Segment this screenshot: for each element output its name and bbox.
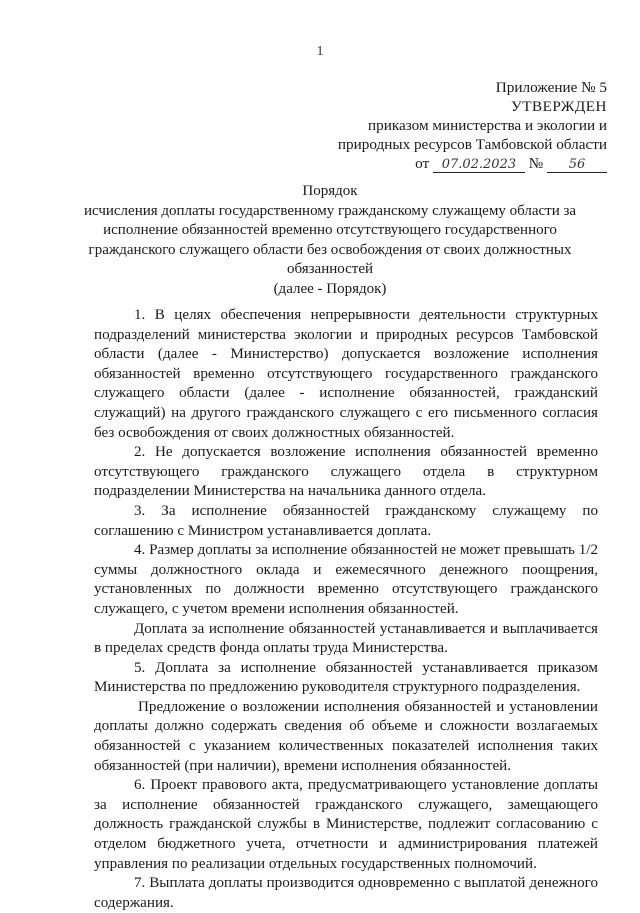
title-line-4: обязанностей (286, 261, 374, 277)
order-line-1: приказом министерства и экологии и (368, 117, 607, 134)
document-body (94, 306, 598, 913)
number-prefix: № (528, 155, 544, 172)
date-number-line (307, 154, 607, 173)
paragraph-4-continued: Доплата за исполнение обязанностей устанавливается и выплачивается в пределах средств фонда оплаты труда Министерства. (94, 620, 598, 657)
page-number: 1 (316, 44, 324, 59)
appendix-label: Приложение № 5 (495, 79, 607, 96)
paragraph-5: 5. Доплата за исполнение обязанностей устанавливается приказом Министерства по предложению руководителя структурного подразделения. (94, 659, 598, 696)
paragraph-7: 7. Выплата доплаты производится одновременно с выплатой денежного содержания. (94, 875, 598, 911)
paragraph-5-continued: Предложение о возложении исполнения обязанностей и установлении доплаты должно содержать сведения об объеме и сложности возлагаемых обязанностей с указанием количественных показателей исполнения таких обязанностей (при наличии), времени исполнения обязанностей. (94, 698, 598, 774)
paragraph-6: 6. Проект правового акта, предусматривающего установление доплаты за исполнение обязанностей гражданского служащего, замещающего должность гражданской службы в Министерстве, подлежит согласованию с отделом бюджетного учета, отчетности и администрирования платежей управления по реализации отдельных государственных полномочий. (94, 777, 598, 872)
title-heading: Порядок (302, 183, 358, 199)
approval-block (307, 78, 607, 173)
paragraph-1: 1. В целях обеспечения непрерывности деятельности структурных подразделений министерства экологии и природных ресурсов Тамбовской области (далее - Министерство) допускается возложение исполнения обязанностей временно отсутствующего государственного гражданского служащего области (далее - исполнение обязанностей, гражданский служащий) на другого гражданского служащего с его письменного согласия без освобождения от своих должностных обязанностей. (94, 307, 598, 441)
title-line-1: исчисления доплаты государственному гражданскому служащему области за (83, 202, 577, 219)
paragraph-2: 2. Не допускается возложение исполнения обязанностей временно отсутствующего гражданского служащего отдела в структурном подразделении Министерства на начальника данного отдела. (94, 444, 598, 500)
handwritten-date: 07.02.2023 (433, 158, 525, 173)
paragraph-4: 4. Размер доплаты за исполнение обязанностей не может превышать 1/2 суммы должностного оклада и ежемесячного денежного поощрения, установленных по должности временно отсутствующего гражданского служащего, с учетом времени исполнения обязанностей. (94, 542, 598, 617)
paragraph-3: 3. За исполнение обязанностей гражданскому служащему по соглашению с Министром устанавливается доплата. (94, 502, 598, 539)
title-line-2: исполнение обязанностей временно отсутствующего государственного (103, 222, 557, 238)
document-title (70, 182, 590, 299)
approved-label: УТВЕРЖДЕН (510, 98, 607, 115)
order-line-2: природных ресурсов Тамбовской области (337, 136, 607, 153)
date-prefix: от (415, 155, 430, 172)
title-line-5: (далее - Порядок) (273, 280, 387, 297)
handwritten-number: 56 (547, 158, 607, 173)
title-line-3: гражданского служащего области без освобождения от своих должностных (88, 241, 572, 258)
